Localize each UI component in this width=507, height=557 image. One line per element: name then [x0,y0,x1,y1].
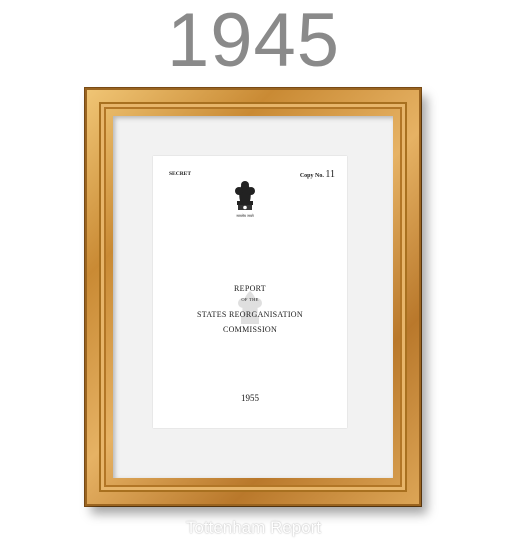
document-year: 1955 [241,393,259,403]
copy-number-label [300,169,335,180]
commission-heading: COMMISSION [222,325,278,334]
classification-label: SECRET [169,171,192,177]
copy-number: 11 [325,169,335,180]
document-cover [153,156,347,428]
states-reorganisation-title: STATES REORGANISATION [197,310,303,319]
report-heading: REPORT [234,284,266,293]
year-heading: 1945 [166,0,341,83]
copy-label: Copy No. [299,173,324,179]
picture-frame [85,88,421,506]
emblem-caption: सत्यमेव जयते [236,214,254,218]
of-the-text: OF THE [241,297,259,302]
caption: Tottenham Report [185,518,322,537]
frame-mat [113,116,393,478]
national-emblem-icon [231,175,259,219]
